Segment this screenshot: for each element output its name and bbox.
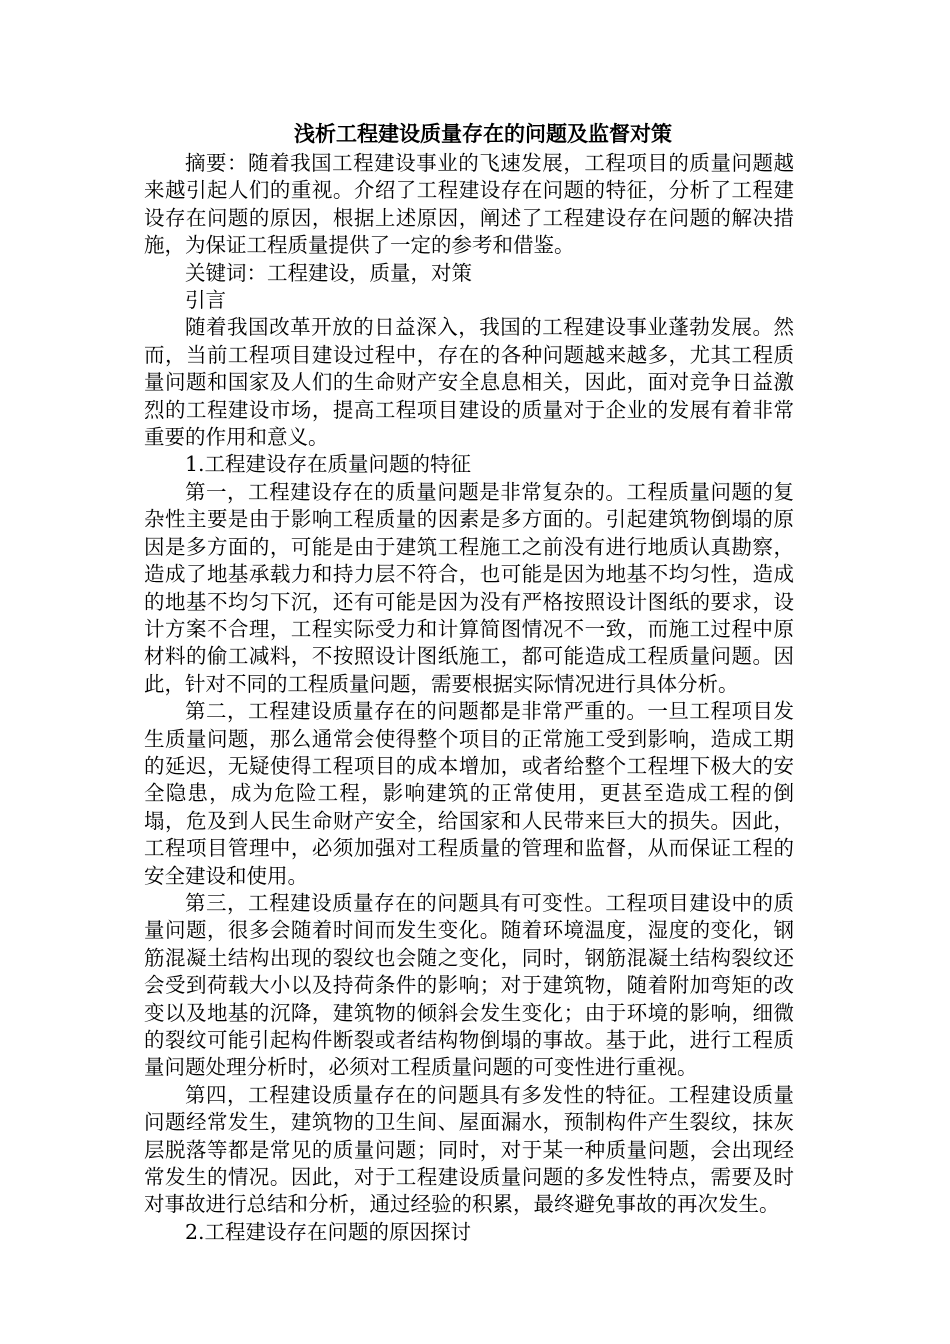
abstract-paragraph: 摘要：随着我国工程建设事业的飞速发展，工程项目的质量问题越来越引起人们的重视。介绍了工程建设存在问题的特征，分析了工程建设存在问题的原因，根据上述原因，阐述了工程建设存在问题的解决措施，为保证工程质量提供了一定的参考和借鉴。 (144, 151, 794, 258)
paragraph-second: 第二，工程建设质量存在的问题都是非常严重的。一旦工程项目发生质量问题，那么通常会使得整个项目的正常施工受到影响，造成工期的延迟，无疑使得工程项目的成本增加，或者给整个工程埋下极大的安全隐患，成为危险工程，影响建筑的正常使用，更甚至造成工程的倒塌，危及到人民生命财产安全，给国家和人民带来巨大的损失。因此，工程项目管理中，必须加强对工程质量的管理和监督，从而保证工程的安全建设和使用。 (144, 699, 794, 888)
document-page (144, 118, 794, 1246)
paragraph-third: 第三，工程建设质量存在的问题具有可变性。工程项目建设中的质量问题，很多会随着时间而发生变化。随着环境温度，湿度的变化，钢筋混凝土结构出现的裂纹也会随之变化，同时，钢筋混凝土结构裂纹还会受到荷载大小以及持荷条件的影响；对于建筑物，随着附加弯矩的改变以及地基的沉降，建筑物的倾斜会发生变化；由于环境的影响，细微的裂纹可能引起构件断裂或者结构物倒塌的事故。基于此，进行工程质量问题处理分析时，必须对工程质量问题的可变性进行重视。 (144, 890, 794, 1080)
intro-heading: 引言 (185, 288, 226, 313)
keywords-line: 关键词：工程建设，质量，对策 (185, 260, 472, 285)
intro-paragraph: 随着我国改革开放的日益深入，我国的工程建设事业蓬勃发展。然而，当前工程项目建设过程中，存在的各种问题越来越多，尤其工程质量问题和国家及人们的生命财产安全息息相关，因此，面对竞争日益激烈的工程建设市场，提高工程项目建设的质量对于企业的发展有着非常重要的作用和意义。 (144, 315, 794, 450)
section-1-heading: 1.工程建设存在质量问题的特征 (185, 452, 472, 477)
document-title: 浅析工程建设质量存在的问题及监督对策 (294, 121, 672, 146)
paragraph-fourth: 第四，工程建设质量存在的问题具有多发性的特征。工程建设质量问题经常发生，建筑物的卫生间、屋面漏水，预制构件产生裂纹，抹灰层脱落等都是常见的质量问题；同时，对于某一种质量问题，会出现经常发生的情况。因此，对于工程建设质量问题的多发性特点，需要及时对事故进行总结和分析，通过经验的积累，最终避免事故的再次发生。 (144, 1082, 794, 1217)
paragraph-first: 第一，工程建设存在的质量问题是非常复杂的。工程质量问题的复杂性主要是由于影响工程质量的因素是多方面的。引起建筑物倒塌的原因是多方面的，可能是由于建筑工程施工之前没有进行地质认真勘察，造成了地基承载力和持力层不符合，也可能是因为地基不均匀性，造成的地基不均匀下沉，还有可能是因为没有严格按照设计图纸的要求，设计方案不合理，工程实际受力和计算简图情况不一致，而施工过程中原材料的偷工减料，不按照设计图纸施工，都可能造成工程质量问题。因此，针对不同的工程质量问题，需要根据实际情况进行具体分析。 (144, 479, 794, 696)
section-2-heading: 2.工程建设存在问题的原因探讨 (185, 1219, 472, 1244)
